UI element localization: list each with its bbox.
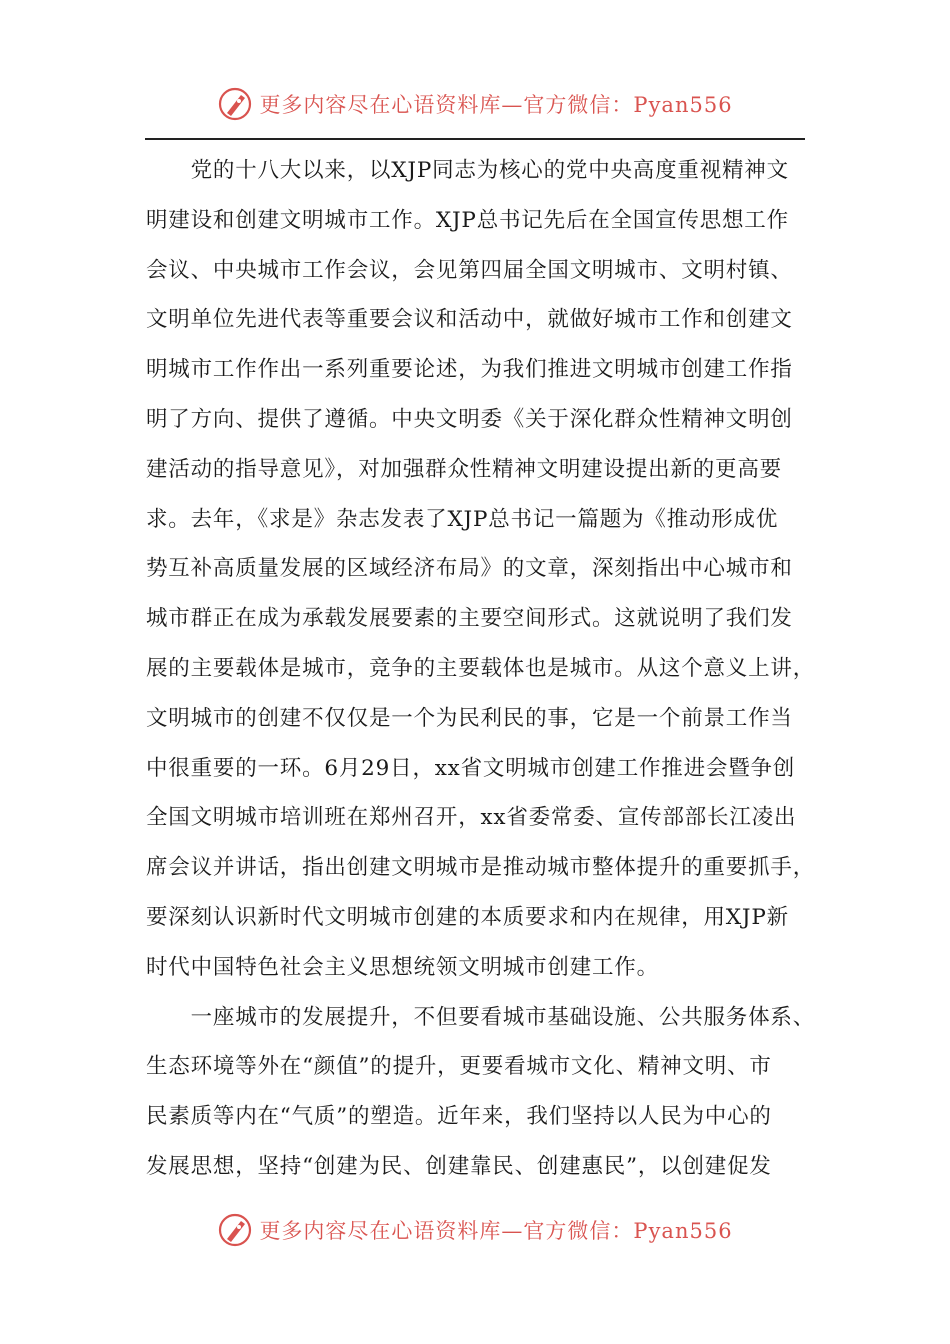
body-text-line: 文明单位先进代表等重要会议和活动中，就做好城市工作和创建文: [146, 307, 793, 333]
body-text-line: 求。去年，《求是》杂志发表了XJP总书记一篇题为《推动形成优: [146, 506, 779, 532]
body-text-line: 建活动的指导意见》，对加强群众性精神文明建设提出新的更高要: [146, 456, 782, 482]
header-divider: [145, 138, 805, 140]
header-banner: [0, 81, 950, 127]
body-text-line: 中很重要的一环。6月29日，xx省文明城市创建工作推进会暨争创: [146, 755, 796, 781]
body-text-line: 城市群正在成为承载发展要素的主要空间形式。这就说明了我们发: [146, 606, 793, 632]
document-body: [146, 146, 816, 1192]
body-text-line: 势互补高质量发展的区域经济布局》的文章，深刻指出中心城市和: [146, 556, 793, 582]
body-text-line: 发展思想，坚持“创建为民、创建靠民、创建惠民”，以创建促发: [146, 1153, 772, 1179]
body-text-line: 会议、中央城市工作会议，会见第四届全国文明城市、文明村镇、: [146, 257, 793, 283]
body-text-line: 明建设和创建文明城市工作。XJP总书记先后在全国宣传思想工作: [146, 207, 789, 233]
pen-nib-circle-icon: [217, 1212, 253, 1248]
header-banner-text: 更多内容尽在心语资料库—官方微信：Pyan556: [259, 93, 733, 117]
body-text-line: 席会议并讲话，指出创建文明城市是推动城市整体提升的重要抓手，: [146, 855, 816, 881]
footer-banner-text: 更多内容尽在心语资料库—官方微信：Pyan556: [259, 1219, 733, 1243]
body-text-line: 时代中国特色社会主义思想统领文明城市创建工作。: [146, 954, 659, 980]
body-text-line: 生态环境等外在“颜值”的提升，更要看城市文化、精神文明、市: [146, 1054, 772, 1080]
body-text-line: 展的主要载体是城市，竞争的主要载体也是城市。从这个意义上讲，: [146, 655, 816, 681]
body-text-line: 一座城市的发展提升，不但要看城市基础设施、公共服务体系、: [146, 1004, 816, 1030]
body-text-line: 民素质等内在“气质”的塑造。近年来，我们坚持以人民为中心的: [146, 1104, 772, 1130]
pen-nib-circle-icon: [217, 86, 253, 122]
body-text-line: 要深刻认识新时代文明城市创建的本质要求和内在规律，用XJP新: [146, 904, 789, 930]
body-text-line: 党的十八大以来，以XJP同志为核心的党中央高度重视精神文: [146, 158, 789, 183]
body-text-line: 全国文明城市培训班在郑州召开，xx省委常委、宣传部部长江凌出: [146, 805, 797, 831]
body-text-line: 明了方向、提供了遵循。中央文明委《关于深化群众性精神文明创: [146, 406, 793, 432]
footer-banner: [0, 1207, 950, 1253]
body-text-line: 文明城市的创建不仅仅是一个为民利民的事，它是一个前景工作当: [146, 705, 793, 731]
body-text-line: 明城市工作作出一系列重要论述，为我们推进文明城市创建工作指: [146, 357, 793, 383]
